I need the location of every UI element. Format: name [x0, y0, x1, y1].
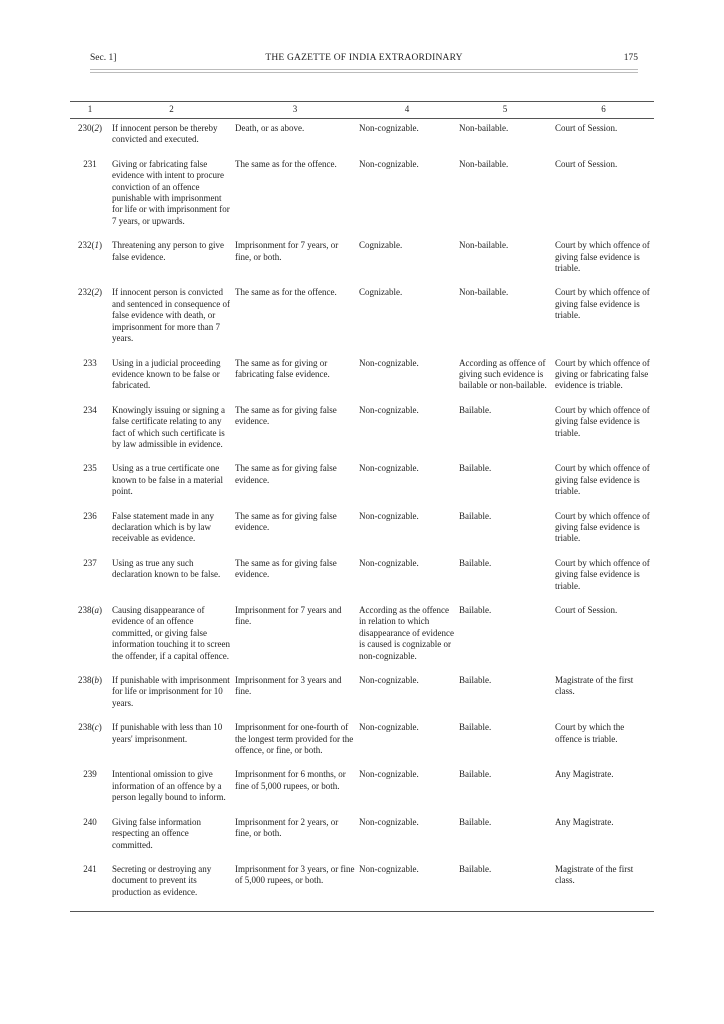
column-header: 6 [553, 102, 654, 119]
table-row [70, 159, 654, 240]
column-header: 5 [457, 102, 553, 119]
cognizable-cell: Non-cognizable. [359, 123, 419, 133]
header-rule [90, 69, 638, 73]
section-cell: 231 [83, 158, 97, 169]
section-label: Sec. 1] [90, 53, 117, 63]
table-row [70, 864, 654, 912]
cognizable-cell: Non-cognizable. [357, 864, 457, 912]
cognizable-cell: Non-cognizable. [359, 557, 419, 568]
offence-cell: Using as a true certificate one known to be false in a material point. [112, 463, 223, 497]
section-cell: 241 [70, 864, 110, 912]
bailable-cell: Bailable. [459, 722, 492, 733]
section-cell: 238(b) [78, 675, 102, 686]
cognizable-cell: Non-cognizable. [359, 722, 419, 733]
punishment-cell: The same as for the offence. [235, 287, 337, 298]
court-cell: Magistrate of the first class. [553, 864, 654, 912]
table-row [70, 769, 654, 816]
section-cell: 232(1) [78, 240, 102, 251]
page-number: 175 [623, 53, 638, 63]
bailable-cell: Non-bailable. [459, 287, 509, 298]
court-cell: Court by which offence of giving false evidence is triable. [555, 557, 650, 591]
punishment-cell: Imprisonment for 3 years and fine. [235, 675, 342, 697]
punishment-cell: The same as for giving false evidence. [235, 404, 337, 427]
bailable-cell: Bailable. [459, 463, 492, 474]
cognizable-cell: Non-cognizable. [359, 404, 419, 415]
punishment-cell: Imprisonment for 2 years, or fine, or both. [235, 816, 339, 839]
cognizable-cell: Non-cognizable. [359, 769, 419, 780]
gazette-title: THE GAZETTE OF INDIA EXTRAORDINARY [265, 53, 463, 63]
bailable-cell: Non-bailable. [459, 240, 509, 251]
table-row [70, 558, 654, 605]
offence-cell: Using in a judicial proceeding evidence known to be false or fabricated. [112, 357, 221, 391]
punishment-cell: Imprisonment for 7 years and fine. [235, 605, 342, 627]
offence-table [70, 101, 654, 912]
court-cell: Court of Session. [555, 123, 618, 133]
offence-cell: Giving or fabricating false evidence with intent to procure conviction of an offence punishable with imprisonment for life or with imprisonment for 7 years, or upwards. [112, 158, 230, 226]
column-header: 2 [110, 102, 233, 119]
bailable-cell: Bailable. [459, 769, 492, 780]
cognizable-cell: According as the offence in relation to which disappearance of evidence is caused is cognizable or non-cognizable. [359, 605, 454, 661]
punishment-cell: The same as for the offence. [235, 158, 337, 169]
bailable-cell: Bailable. [459, 510, 492, 521]
table-row [70, 511, 654, 558]
table-row [70, 287, 654, 357]
cognizable-cell: Non-cognizable. [359, 158, 419, 169]
section-cell: 234 [83, 404, 97, 415]
table-row [70, 405, 654, 464]
section-cell: 232(2) [78, 287, 102, 298]
offence-cell: Threatening any person to give false evidence. [112, 240, 224, 262]
offence-cell: Using as true any such declaration known to be false. [112, 557, 221, 580]
court-cell: Court of Session. [555, 605, 618, 615]
table-row [70, 358, 654, 405]
punishment-cell: The same as for giving false evidence. [235, 557, 337, 580]
column-number-row [70, 102, 654, 119]
cognizable-cell: Non-cognizable. [359, 357, 419, 368]
table-row [70, 722, 654, 769]
offence-cell: If punishable with imprisonment for life or imprisonment for 10 years. [112, 675, 230, 708]
table-row [70, 675, 654, 722]
cognizable-cell: Non-cognizable. [359, 510, 419, 521]
offence-cell: If innocent person is convicted and sentenced in consequence of false evidence with death, or imprisonment for more than 7 years. [112, 287, 230, 344]
page-header [90, 53, 638, 67]
bailable-cell: Bailable. [459, 557, 492, 568]
punishment-cell: Imprisonment for one-fourth of the longest term provided for the offence, or fine, or both. [235, 722, 354, 756]
punishment-cell: The same as for giving or fabricating false evidence. [235, 357, 330, 379]
court-cell: Magistrate of the first class. [555, 675, 634, 697]
bailable-cell: Bailable. [457, 864, 553, 912]
bailable-cell: Bailable. [459, 404, 492, 415]
court-cell: Any Magistrate. [555, 769, 614, 780]
punishment-cell: The same as for giving false evidence. [235, 510, 337, 532]
section-cell: 240 [83, 816, 97, 827]
cognizable-cell: Cognizable. [359, 240, 403, 251]
cognizable-cell: Cognizable. [359, 287, 403, 298]
punishment-cell: The same as for giving false evidence. [235, 463, 337, 485]
section-cell: 238(c) [78, 722, 102, 733]
bailable-cell: According as offence of giving such evidence is bailable or non-bailable. [459, 357, 547, 391]
section-cell: 237 [83, 557, 97, 568]
table-row [70, 463, 654, 510]
court-cell: Court by which offence of giving false evidence is triable. [555, 510, 650, 544]
bailable-cell: Non-bailable. [459, 123, 509, 133]
section-cell: 233 [83, 357, 97, 368]
court-cell: Court by which offence of giving false evidence is triable. [555, 287, 650, 321]
column-header: 3 [233, 102, 357, 119]
bailable-cell: Bailable. [459, 816, 492, 827]
bailable-cell: Bailable. [459, 675, 492, 686]
offence-cell: False statement made in any declaration which is by law receivable as evidence. [112, 510, 214, 544]
punishment-cell: Death, or as above. [235, 123, 305, 133]
punishment-cell: Imprisonment for 6 months, or fine of 5,000 rupees, or both. [235, 769, 346, 791]
table-row [70, 605, 654, 675]
court-cell: Court of Session. [555, 158, 618, 169]
court-cell: Court by which offence of giving false evidence is triable. [555, 240, 650, 274]
punishment-cell: Imprisonment for 7 years, or fine, or both. [235, 240, 339, 262]
offence-cell: If innocent person be thereby convicted and executed. [112, 123, 218, 145]
cognizable-cell: Non-cognizable. [359, 463, 419, 474]
punishment-cell: Imprisonment for 3 years, or fine of 5,000 rupees, or both. [233, 864, 357, 912]
section-cell: 236 [83, 510, 97, 521]
court-cell: Court by which offence of giving false evidence is triable. [555, 404, 650, 438]
column-header: 1 [70, 102, 110, 119]
offence-cell: Causing disappearance of evidence of an offence committed, or giving false information touching it to screen the offender, if a capital offence. [112, 605, 230, 661]
table-row [70, 240, 654, 287]
court-cell: Court by which offence of giving false evidence is triable. [555, 463, 650, 497]
offence-cell: Knowingly issuing or signing a false certificate relating to any fact of which such certificate is by law admissible in evidence. [112, 404, 226, 449]
offence-cell: If punishable with less than 10 years' imprisonment. [112, 722, 223, 744]
section-cell: 238(a) [78, 605, 102, 615]
cognizable-cell: Non-cognizable. [359, 675, 419, 686]
offence-cell: Secreting or destroying any document to prevent its production as evidence. [110, 864, 233, 912]
court-cell: Court by which the offence is triable. [555, 722, 625, 744]
cognizable-cell: Non-cognizable. [359, 816, 419, 827]
section-cell: 230(2) [78, 123, 102, 133]
offence-cell: Giving false information respecting an offence committed. [112, 816, 201, 850]
court-cell: Any Magistrate. [555, 816, 614, 827]
section-cell: 239 [83, 769, 97, 780]
table-body [70, 119, 654, 912]
bailable-cell: Non-bailable. [459, 158, 509, 169]
offence-cell: Intentional omission to give information of an offence by a person legally bound to inform. [112, 769, 226, 803]
bailable-cell: Bailable. [459, 605, 492, 615]
column-header: 4 [357, 102, 457, 119]
section-cell: 235 [83, 463, 97, 474]
table-row [70, 119, 654, 159]
court-cell: Court by which offence of giving or fabricating false evidence is triable. [555, 357, 650, 391]
table-row [70, 817, 654, 864]
